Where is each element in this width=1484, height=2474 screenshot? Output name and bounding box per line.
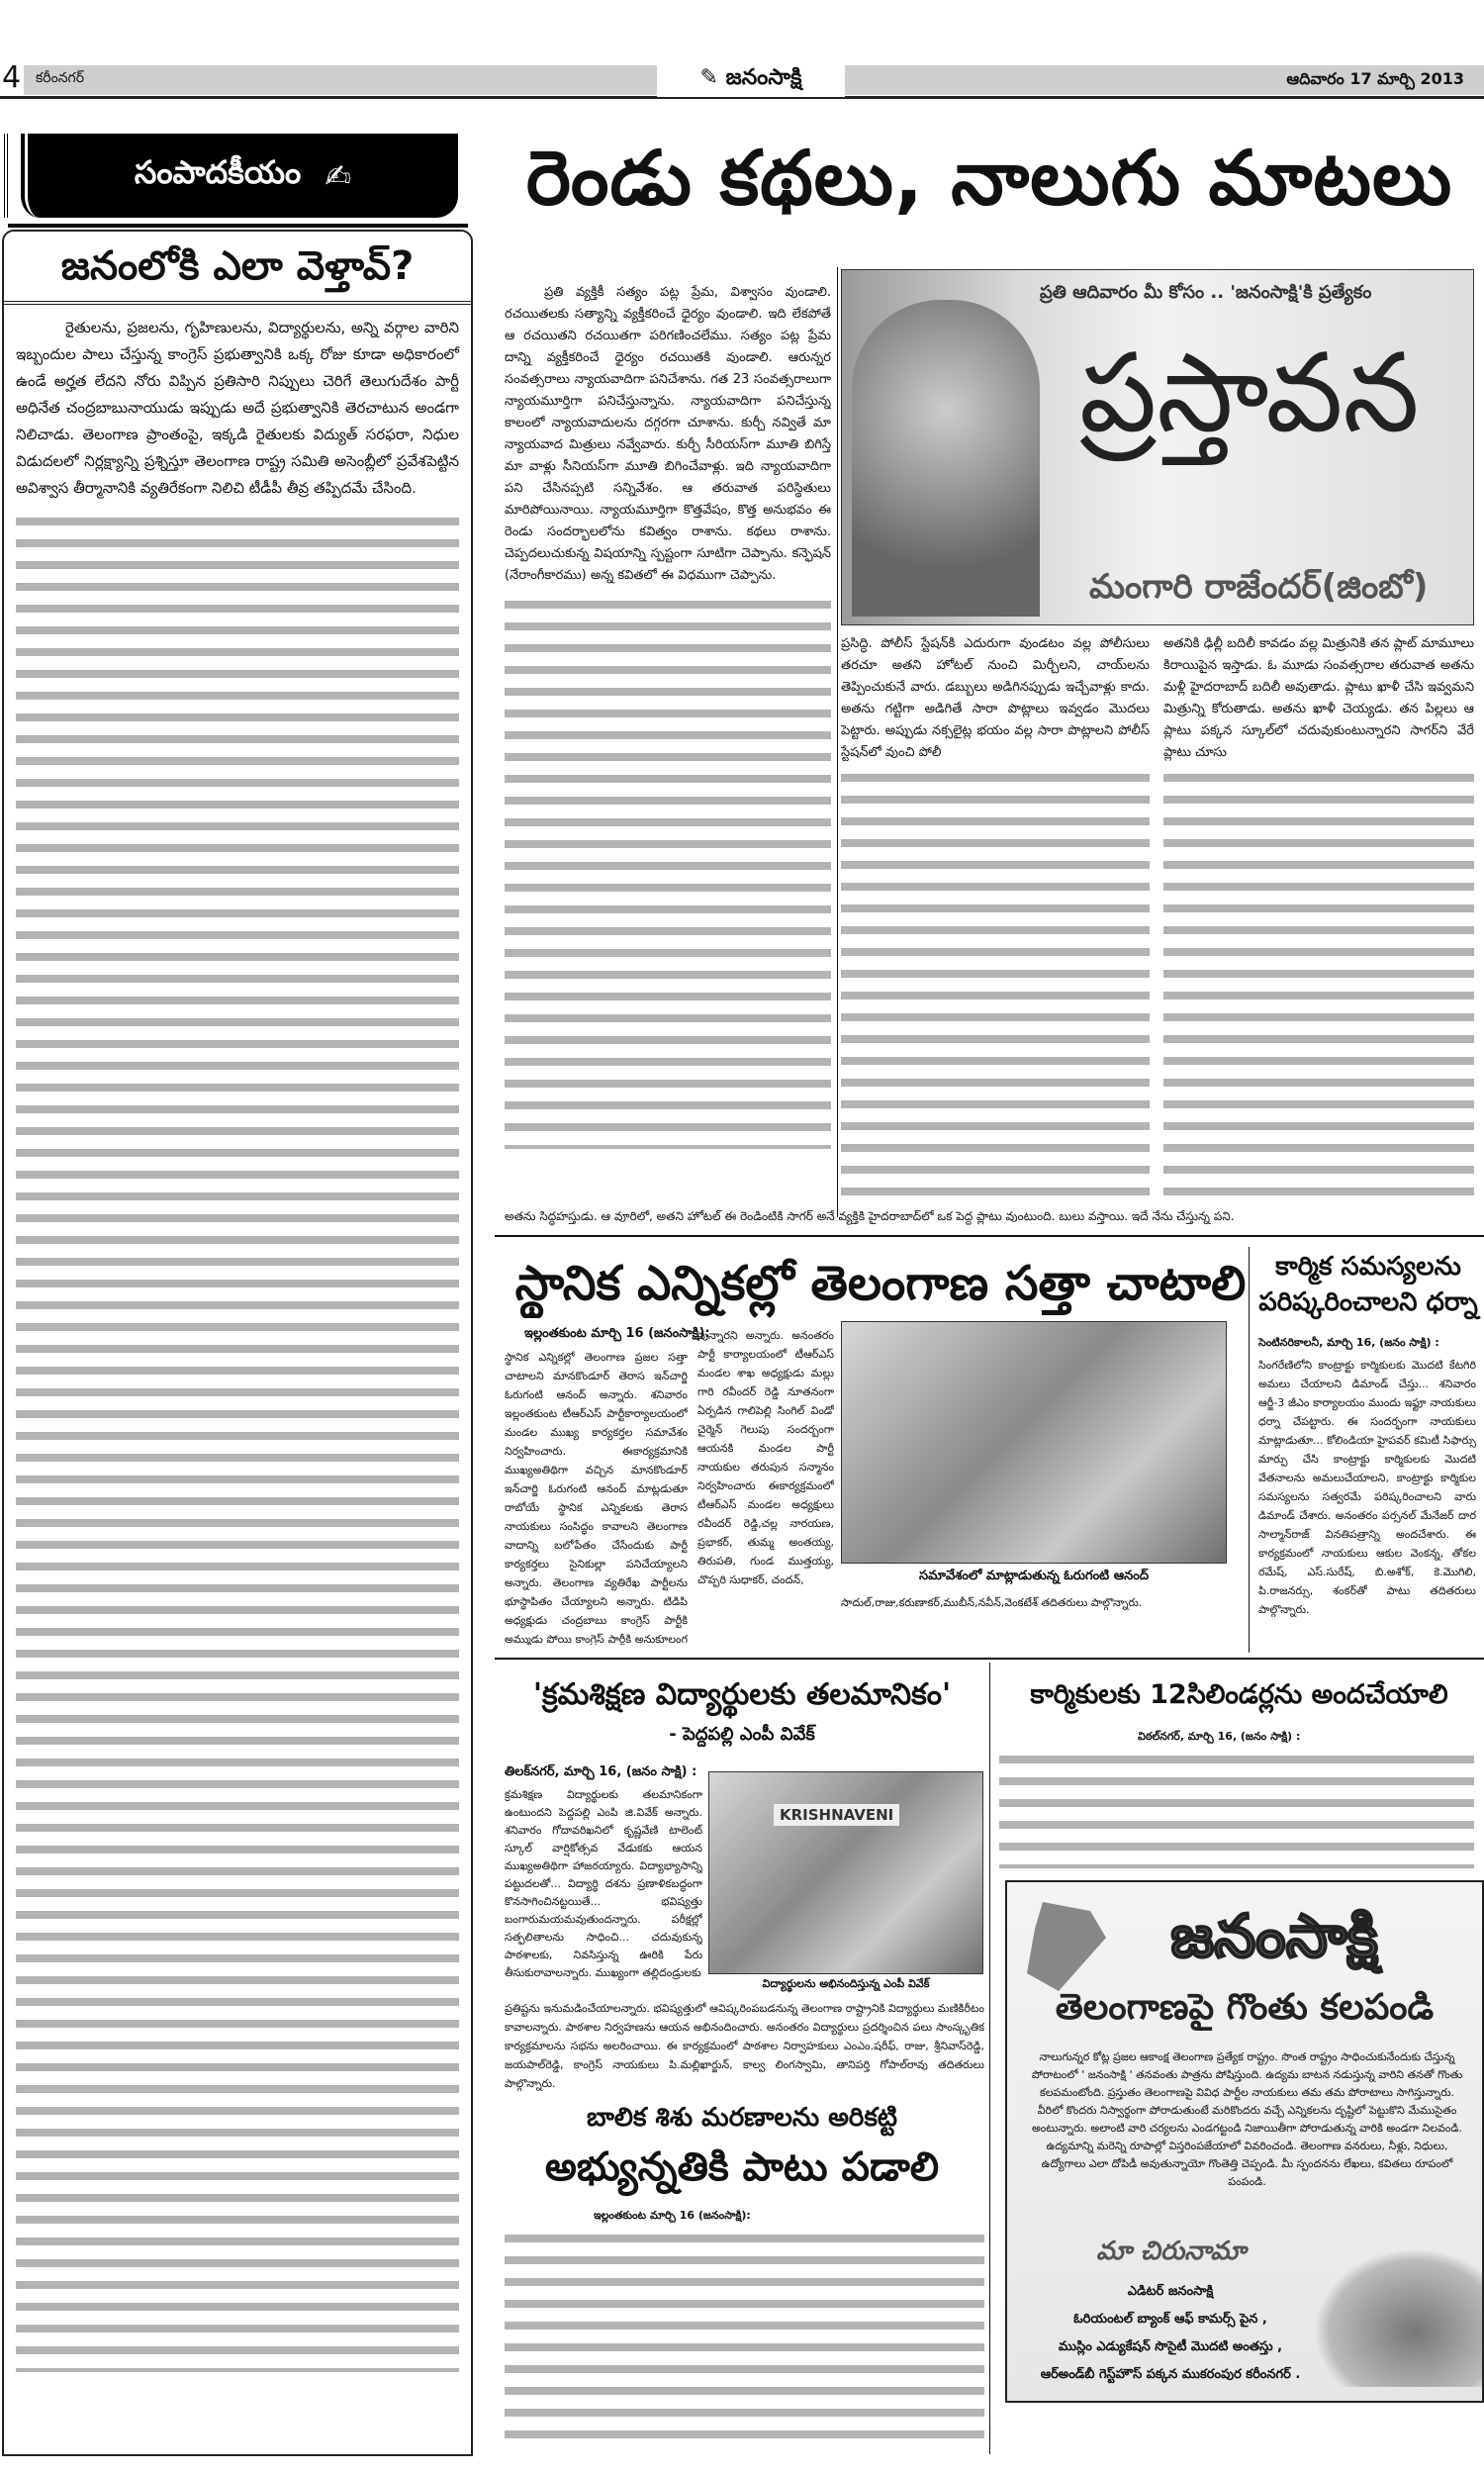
issue-date: ఆదివారం 17 మార్చి 2013 [1286,69,1464,88]
banner-author: మంగారి రాజేందర్(జింబో) [1089,567,1429,607]
trs-column-2: వున్నారని అన్నారు. అనంతరం పార్టీ కార్యాలయంలో టీఆర్‌ఎస్ మండల శాఖ అధ్యక్షుడు మల్లు గారి రవీందర్ రెడ్డి నూతనంగా ఏర్పడిన గాలిపెల్లి సింగిల్ విండో చైర్మెన్ గెలుపు సందర్బంగా ఆయనకి మండల పార్టీ నాయకుల తరుపున సన్మానం నిర్వహించారు ఈకార్యక్రమంలో టీఆర్‌ఎస్ మండల అధ్యక్షులు రవీందర్ రెడ్డి,చల్ల నారయణ, ప్రభాకర్, తుమ్మ అంతయ్య, తిరుపతి, గుండ ముత్తయ్య, చొప్పరి సుధాకర్, చందన్, [697,1329,834,1586]
cylinders-body [999,1750,1474,1868]
editorial-body: రైతులను, ప్రజలను, గృహిణులను, విద్యార్థులను, అన్ని వర్గాల వారిని ఇబ్బందుల పాలు చేస్తున్న కాంగ్రెస్ ప్రభుత్వానికి ఒక్క రోజు కూడా అధికారంలో ఉండే అర్హత లేదని నోరు విప్పిన ప్రతిసారి నిప్పులు చెరిగే తెలుగుదేశం పార్టీ అధినేత చంద్రబాబునాయుడు ఇప్పుడు అదే ప్రభుత్వానికి తెరచాటున అండగా నిలిచాడు. తెలంగాణ ప్రాంతంపై, ఇక్కడి రైతులకు విద్యుత్ సరఫరా, నిధుల విడుదలలో నిర్లక్ష్యాన్ని ప్రశ్నిస్తూ తెలంగాణ రాష్ట్ర సమితి అసెంబ్లీలో ప్రవేశపెట్టిన అవిశ్వాస తీర్మానానికి వ్యతిరేకంగా నిలిచి టీడీపీ తీవ్ర తప్పిదమే చేసింది. [16,319,459,497]
girl-story-headline-2: అభ్యున్నతికి పాటు పడాలి [544,2144,940,2190]
dharna-headline-line1: కార్మిక సమస్యలను [1275,1252,1461,1282]
janamsakshi-ad [1005,1880,1484,2403]
school-dateline: తిలక్‌నగర్, మార్చి 16, (జనం సాక్షి) : [505,1764,697,1779]
telangana-map-icon [1027,1902,1106,1991]
school-body-full: ప్రతిష్టను ఇనుమడించేయాలన్నారు. భవిష్యత్తులో ఆవిష్కరింపబడనున్న తెలంగాణ రాష్ట్రానికి విద్యార్థులు మణికిరీటం కావాలన్నారు. పాఠశాల నిర్వహణను ఆయన అభినందించారు. అనంతరం విద్యార్థులు ప్రదర్శించిన పలు సాంస్కృతిక కార్యక్రమాలను సభను అలరించాయి. ఈ కార్యక్రమంలో పాఠశాల నిర్వాహకులు ఎంఎం.షరీఫ్, రాజు, శ్రీనివాస్‌రెడ్డి, జయపాల్‌రెడ్డి, కాంగ్రెస్ నాయకులు పి.మల్లిఖార్జున్, కాల్వ లింగస్వామి, తానిపర్తి గోపాల్‌రావు తదితరులు పాల్గొన్నారు. [505,2002,984,2090]
school-column: క్రమశిక్షణ విద్యార్థులకు తలమానికంగా ఉంటుందని పెద్దపల్లి ఎంపి జి.వివేక్ అన్నారు. శనివారం గోదావరిఖనిలో కృష్ణవేణి టాలెంట్ స్కూల్ వార్షికోత్సవ వేడుకకు ఆయన ముఖ్యఅతిథిగా హాజరయ్యారు. విద్యాభ్యాసాన్ని పట్టుదలతో... విద్యార్థి దశను ప్రణాళికబద్ధంగా కొనసాగించినట్టయితే... భవిష్యత్తు బంగారుమయమవుతుందన్నారు. పరీక్షల్లో సత్ఫలితాలను సాధించి... చదువుకున్న పాఠశాలకు, నివసిస్తున్న ఊరికి పేరు తీసుకురావాలన్నారు. ముఖ్యంగా తల్లిదండ్రులకు [505,1788,702,1979]
krishnaveni-banner: KRISHNAVENI [774,1804,899,1826]
editorial-box [2,230,473,2456]
page-number: 4 [2,60,22,95]
school-event-photo [708,1771,983,1974]
school-photo-caption: విద్యార్థులను అభినందిస్తున్న ఎంపీ వివేక్ [762,1977,930,1990]
trs-photo-caption: సమావేశంలో మాట్లాడుతున్న ఓరుగంటి ఆనంద్ [918,1569,1150,1583]
edition-label: కరీంనగర్ [36,70,84,86]
dharna-body: సింగరేణిలోని కాంట్రాక్టు కార్మికులకు మొదటి కేటగిరి అమలు చేయాలని డిమాండ్ చేస్తు... శనివారం ఆర్జీ-3 జీఎం కార్యాలయం ముందు ఇఫ్టూ నాయకులు ధర్నా చేపట్టారు. ఈ సందర్భంగా నాయకులు మాట్లాడుతూ... కోలిండియా హైపవర్ కమిటీ సిఫార్సు మార్పు చేసి కాంట్రాక్టు కార్మికులకు మొదటి వేతనాలను అమలుచేయాలని, కాంట్రాక్టు కార్మికుల సమస్యలను సత్వరమే పరిష్కరించాలని వారు డిమాండ్ చేశారు. అనంతరం పర్సనల్ మేనేజర్ దార సాల్మాన్‌రాజ్ వినతిపత్రాన్ని అందచేశారు. ఈ కార్యక్రమంలో నాయకులు ఆకుల వెంకన్న, తోకల రమేష్, ఎస్.సురేష్, బి.అశోక్, కె.మొగిలి, పి.రాజనర్సు, శంకర్‌తో పాటు తదితరులు పాల్గొన్నారు. [1258,1359,1476,1616]
dharna-dateline: సెంటినరికాలనీ, మార్చి 16, (జనం సాక్షి) : [1258,1336,1439,1349]
masthead: ✎ జనంసాక్షి [657,61,845,97]
pen-writing-icon: ✍ [325,156,352,195]
ad-address-title: మా చిరునామా [1096,2236,1247,2266]
prasthavana-banner [841,269,1474,625]
cylinders-dateline: విఠల్‌నగర్, మార్చి 16, (జనం సాక్షి) : [1138,1730,1301,1743]
ad-body: నాలుగున్నర కోట్ల ప్రజల ఆకాంక్ష తెలంగాణ ప్రత్యేక రాష్ట్రం. సొంత రాష్ట్రం సాధించుకునేందుకు చేస్తున్న పోరాటంలో ' జనంసాక్షి ' తనవంతు పాత్రను పోషిస్తుంది. ఉద్యమ బాటన నడుస్తున్న వారిని తనతో గొంతు కలపమంటోంది. ప్రస్తుతం తెలంగాణపై వివిధ పార్టీల నాయకులు తమ తమ పోరాటాలు సాగిస్తున్నారు. వీరిలో కొందరు నిస్వార్థంగా పోరాడుతుంటే మరికొందరు వచ్చే ఎన్నికలను దృష్టిలో పెట్టుకొని మేముసైతం అంటున్నారు. అలాంటి వారి చర్యలను ఎండగట్టండి నిజాయితీగా పోరాడుతున్న వారికి అండగా నిలవండి. ఉద్యమాన్ని మరెన్ని రూపాల్లో విస్తరింపజేయాలో వివరించండి. తెలంగాణ వనరులు, నీళ్లు, నిధులు, ఉద్యోగాలు ఎలా దోపిడీ అవుతున్నాయో గొంతెత్తి చెప్పండి. మీ స్పందనను లేఖలు, కవితలు రూపంలో పంపండి. [1031,2050,1463,2188]
ad-slogan: తెలంగాణపై గొంతు కలపండి [1055,1987,1435,2028]
author-photo [852,300,1040,617]
feature-column-3: అతనికి ఢిల్లీ బదిలీ కావడం వల్ల మిత్రునికి తన ప్లాట్ మామూలు కిరాయిపైన ఇస్తాడు. ఓ మూడు సంవత్సరాల తరువాత అతను మళ్లీ హైదరాబాద్ బదిలీ అవుతాడు. ప్లాటు ఖాళీ చేసి ఇవ్వమని మిత్రున్ని కోరుతాడు. అతను ఖాళీ చెయ్యడు. తన పిల్లలు ఆ ప్లాటు పక్కన స్కూల్‌లో చదువుకుంటున్నారని సాగర్‌ని వేరే ప్లాటు చూసు [1163,633,1474,1212]
trs-story-headline: స్థానిక ఎన్నికల్లో తెలంగాణ సత్తా చాటాలి [514,1256,1247,1311]
editorial-headline: జనంలోకి ఎలా వెళ్తావ్? [4,232,471,305]
trs-column-1: స్థానిక ఎన్నికల్లో తెలంగాణ ప్రజల సత్తా చాటాలని మానకొండూర్ తెరాస ఇన్‌చార్జి ఓరుగంటి ఆనంద్ అన్నారు. శనివారం ఇల్లంతకుంట టీఆర్‌ఎస్ పార్టీకార్యాలయంలో మండల ముఖ్య కార్యకర్తల సమావేశం నిర్వహించారు. ఈకార్యక్రమానికి ముఖ్యఅతిథిగా వచ్చిన మానకొండూర్ ఇన్‌చార్జి ఓరుగంటి ఆనంద్ మాట్లడుతూ రాబోయే స్థానిక ఎన్నికలకు తెరాస నాయకులు సంసిద్ధం కావాలని తెలంగాణ వాదాన్ని బలోపేతం చేసేందుకు పార్టీ కార్యకర్తలు సైనికుల్లా పనిచేయ్యాలని అన్నారు. తెలంగాణ వ్యతిరేఖ పార్టీలను భూస్థాపితం చేయ్యాలని అన్నారు. టిడిపి అధ్యక్షుడు చంద్రబాబు కాంగ్రెస్ పార్టీకి అమ్ముడు పోయి కాంగ్రెస్ పార్టీకి అనుకూలంగ [505,1351,688,1645]
feature-foot-line: అతను సిద్ధహస్తుడు. ఆ వూరిలో, అతని హోటల్ ఈ రెండింటికి సాగర్ అనే వ్యక్తికి హైదరాబాద్‌లో ఒక పెద్ద ప్లాటు వుంటుంది. బులు వస్తాయి. ఇదే నేను చేస్తున్న పని. [505,1209,1235,1223]
feature-column-2: ప్రసిద్ధి. పోలీస్ స్టేషన్‌కి ఎదురుగా వుండటం వల్ల పోలీసులు తరచూ అతని హోటల్ నుంచి మిర్చీలని, చాయ్‌లను తెప్పించుకునే వారు. డబ్బులు అడిగినప్పుడు ఇచ్చేవాళ్లు కాదు. అతను గట్టిగా అడిగితే సారా పొట్లాలు ఇవ్వడం మొదలు పెట్టారు. అప్పుడు నక్సలైట్ల భయం వల్ల సారా పొట్లాలని పోలీస్ స్టేషన్‌లో వుంచి పోలీ [841,633,1150,1212]
girl-story-headline-1: బాలిక శిశు మరణాలను అరికట్టి [586,2103,897,2133]
dharna-headline-line2: పరిష్కరించాలని ధర్నా [1258,1287,1478,1317]
ad-logo: జనంసాక్షి [1170,1902,1378,1971]
trs-tail: సాదుల్,రాజు,కరుణాకర్,ముబీన్,నవీన్,వెంకటేశ్ తదితరులు పాల్గొన్నారు. [841,1596,1143,1609]
feature-column-1: ప్రతి వ్యక్తికీ సత్యం పట్ల ప్రేమ, విశ్వాసం వుండాలి. రచయితలకు సత్యాన్ని వ్యక్తీకరించే ధైర్యం వుండాలి. ఇది లేకపోతే ఆ రచయితని రచయితగా పరిగణించలేము. సత్యం పట్ల ప్రేమ దాన్ని వ్యక్తీకరించే ధైర్యం రచయితకి వుండాలి. ఆరున్నర సంవత్సరాలు న్యాయవాదిగా పనిచేశాను. గత 23 సంవత్సరాలుగా న్యాయమూర్తిగా పనిచేస్తున్నాను. న్యాయవాదిగా పనిచేస్తున్న కాలంలో న్యాయవాదులను దగ్గరగా చూశాను. కుర్చీ నవ్వితే మా న్యాయవాద మిత్రులు నవ్వేవారు. కుర్చీ సీరియస్‌గా మూతి బిగిస్తే మా వాళ్లు సీనియస్‌గా మూతి బిగించేవాళ్లు. ఇది న్యాయవాదిగా పని చేసినప్పటి సన్నివేశం. ఆ తరువాత పరిస్థితులు మారిపోయినాయి. న్యాయమూర్తిగా కొత్తవేషం, కొత్త అనుభవం ఈ రెండు సందర్భాలలోను కవిత్వం రాశాను. కథలు రాశాను. చెప్పదలుచుకున్న విషయాన్ని స్పష్టంగా సూటిగా చెప్పాను. కన్ఫెషన్ (నేరాంగీకారము) అన్న కవితలో ఈ విధముగా చెప్పాను. [505,282,831,1212]
editorial-section-label: సంపాదకీయం ✍ [18,134,458,218]
masthead-logo-icon: ✎ [699,65,718,90]
banner-tagline: ప్రతి ఆదివారం మీ కోసం .. 'జనంసాక్షి'కి ప్రత్యేకం [1040,282,1372,303]
girl-dateline: ఇల్లంతకుంట మార్చి 16 (జనంసాక్షి): [594,2209,751,2222]
feature-headline: రెండు కథలు, నాలుగు మాటలు [525,134,1453,222]
hand-with-pen-icon [1314,2248,1482,2387]
school-story-headline: 'క్రమశిక్షణ విద్యార్థులకు తలమానికం' [532,1677,952,1712]
banner-title: ప్రస్తావన [1079,330,1420,456]
page-header [0,61,1484,99]
trs-meeting-photo [841,1321,1227,1564]
ad-address: ఎడిటర్ జనంసాక్షి ఓరియంటల్ బ్యాంక్ ఆఫ్ కామర్స్ పైన , ముస్లిం ఎడ్యుకేషన్ సొసైటీ మొదటి అంతస్తు , ఆర్‌అండ్‌బీ గెస్ట్‌హౌస్ పక్కన ముకరంపుర కరీంనగర్ . [1040,2284,1301,2382]
editorial-continued-text [16,512,459,2372]
trs-dateline: ఇల్లంతకుంట మార్చి 16 (జనంసాక్షి): [524,1326,710,1341]
school-byline: - పెద్దపల్లి ఎంపీ వివేక్ [669,1724,815,1745]
cylinders-headline: కార్మికులకు 12సిలిండర్లను అందచేయాలి [1030,1679,1448,1710]
girl-story-body [505,2229,984,2451]
